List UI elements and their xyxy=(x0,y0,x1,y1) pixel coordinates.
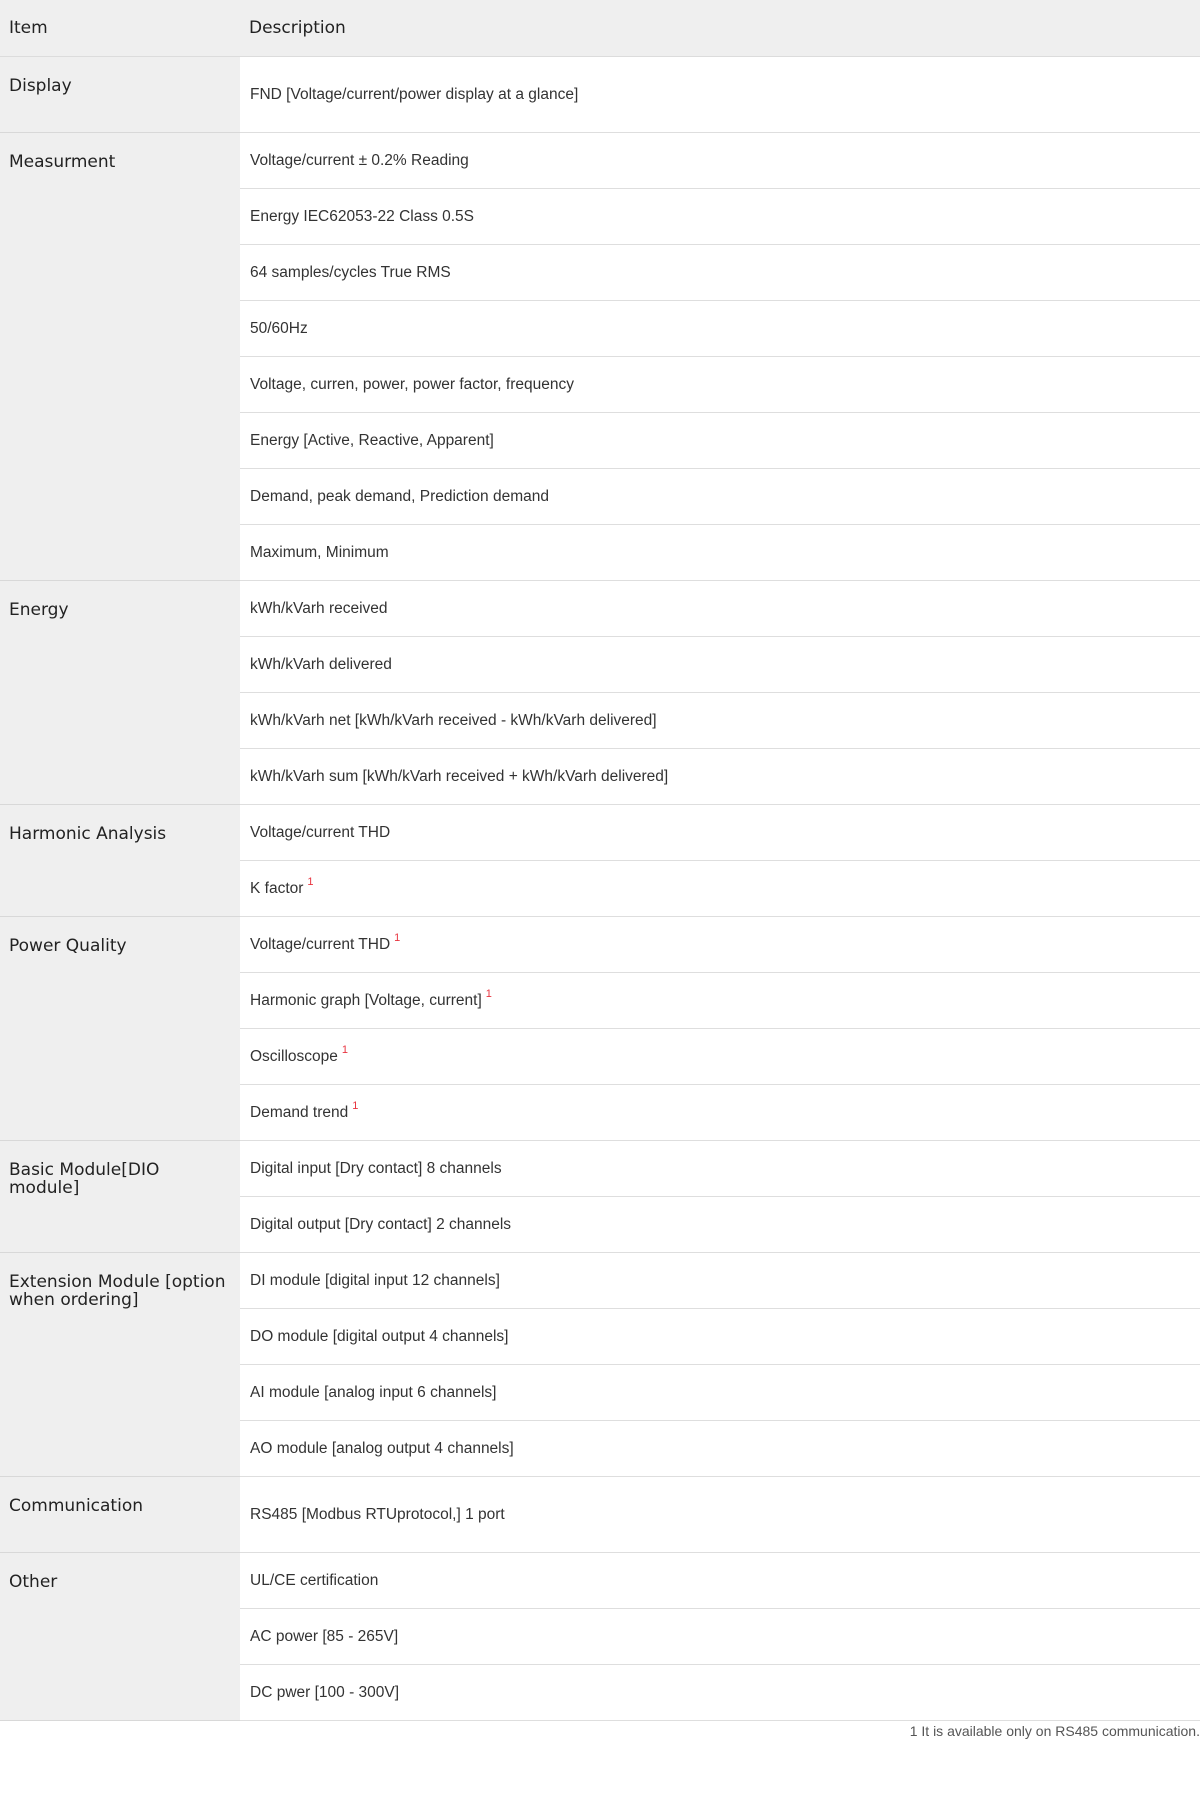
item-cell: Extension Module [option when ordering] xyxy=(0,1253,240,1477)
description-cell xyxy=(240,693,1200,749)
description-text: UL/CE certification xyxy=(250,1571,379,1589)
description-cell xyxy=(240,357,1200,413)
item-cell: Harmonic Analysis xyxy=(0,805,240,917)
description-text: Oscilloscope xyxy=(250,1048,338,1066)
footnote-marker: 1 xyxy=(394,932,401,945)
description-text: kWh/kVarh delivered xyxy=(250,655,392,673)
description-text: Digital output [Dry contact] 2 channels xyxy=(250,1215,512,1233)
header-row xyxy=(0,0,1200,57)
item-cell: Basic Module[DIO module] xyxy=(0,1141,240,1253)
table-row xyxy=(0,1477,1200,1553)
description-text: Voltage/current THD xyxy=(250,823,391,841)
description-text: kWh/kVarh received xyxy=(250,599,388,617)
description-text: K factor xyxy=(250,880,304,898)
description-cell xyxy=(240,1085,1200,1141)
description-cell xyxy=(240,133,1200,189)
table-row xyxy=(0,1253,1200,1309)
description-cell xyxy=(240,1197,1200,1253)
footnote-marker: 1 xyxy=(485,988,492,1001)
description-cell xyxy=(240,301,1200,357)
item-cell: Communication xyxy=(0,1477,240,1553)
description-text: Demand, peak demand, Prediction demand xyxy=(250,487,549,505)
item-cell: Energy xyxy=(0,581,240,805)
description-text: Digital input [Dry contact] 8 channels xyxy=(250,1159,502,1177)
description-cell xyxy=(240,581,1200,637)
header-item: Item xyxy=(0,0,240,57)
header-description: Description xyxy=(240,0,1200,57)
table-row xyxy=(0,133,1200,189)
description-text: Energy [Active, Reactive, Apparent] xyxy=(250,431,494,449)
description-cell xyxy=(240,1665,1200,1721)
description-cell xyxy=(240,525,1200,581)
description-cell xyxy=(240,1609,1200,1665)
description-cell xyxy=(240,917,1200,973)
table-header xyxy=(0,0,1200,57)
description-cell xyxy=(240,1141,1200,1197)
table-row xyxy=(0,805,1200,861)
footnote-marker: 1 xyxy=(352,1100,359,1113)
description-cell xyxy=(240,245,1200,301)
description-cell xyxy=(240,1365,1200,1421)
footnote-marker: 1 xyxy=(341,1044,348,1057)
description-text: DO module [digital output 4 channels] xyxy=(250,1327,509,1345)
item-cell: Measurment xyxy=(0,133,240,581)
description-text: Harmonic graph [Voltage, current] xyxy=(250,992,482,1010)
description-cell xyxy=(240,1553,1200,1609)
footnote: 1 It is available only on RS485 communication. xyxy=(909,1723,1200,1739)
table-row xyxy=(0,57,1200,133)
description-text: kWh/kVarh net [kWh/kVarh received - kWh/kVarh delivered] xyxy=(250,711,657,729)
description-cell xyxy=(240,413,1200,469)
item-cell: Display xyxy=(0,57,240,133)
footnote-marker: 1 xyxy=(307,876,314,889)
description-cell xyxy=(240,805,1200,861)
description-cell xyxy=(240,1309,1200,1365)
description-text: Voltage, curren, power, power factor, frequency xyxy=(250,375,574,393)
description-text: DI module [digital input 12 channels] xyxy=(250,1271,500,1289)
description-cell xyxy=(240,57,1200,133)
description-text: AO module [analog output 4 channels] xyxy=(250,1439,514,1457)
description-text: Energy IEC62053-22 Class 0.5S xyxy=(250,207,475,225)
description-cell xyxy=(240,749,1200,805)
description-text: kWh/kVarh sum [kWh/kVarh received + kWh/kVarh delivered] xyxy=(250,767,669,785)
description-cell xyxy=(240,1029,1200,1085)
table-row xyxy=(0,581,1200,637)
description-text: 64 samples/cycles True RMS xyxy=(250,263,451,281)
description-text: AI module [analog input 6 channels] xyxy=(250,1383,497,1401)
table-body xyxy=(0,57,1200,1721)
table-row xyxy=(0,1553,1200,1609)
description-cell xyxy=(240,1477,1200,1553)
description-text: Voltage/current THD xyxy=(250,936,391,954)
description-text: DC pwer [100 - 300V] xyxy=(250,1683,400,1701)
item-cell: Other xyxy=(0,1553,240,1721)
description-text: Maximum, Minimum xyxy=(250,543,389,561)
table-row xyxy=(0,1141,1200,1197)
description-cell xyxy=(240,637,1200,693)
description-text: AC power [85 - 265V] xyxy=(250,1627,399,1645)
description-text: FND [Voltage/current/power display at a glance] xyxy=(250,85,579,103)
description-cell xyxy=(240,1421,1200,1477)
description-text: Demand trend xyxy=(250,1104,349,1122)
description-cell xyxy=(240,189,1200,245)
description-cell xyxy=(240,1253,1200,1309)
description-text: 50/60Hz xyxy=(250,319,308,337)
description-text: Voltage/current ± 0.2% Reading xyxy=(250,151,469,169)
description-cell xyxy=(240,861,1200,917)
item-cell: Power Quality xyxy=(0,917,240,1141)
description-cell xyxy=(240,973,1200,1029)
table-row xyxy=(0,917,1200,973)
description-text: RS485 [Modbus RTUprotocol,] 1 port xyxy=(250,1505,505,1523)
description-cell xyxy=(240,469,1200,525)
